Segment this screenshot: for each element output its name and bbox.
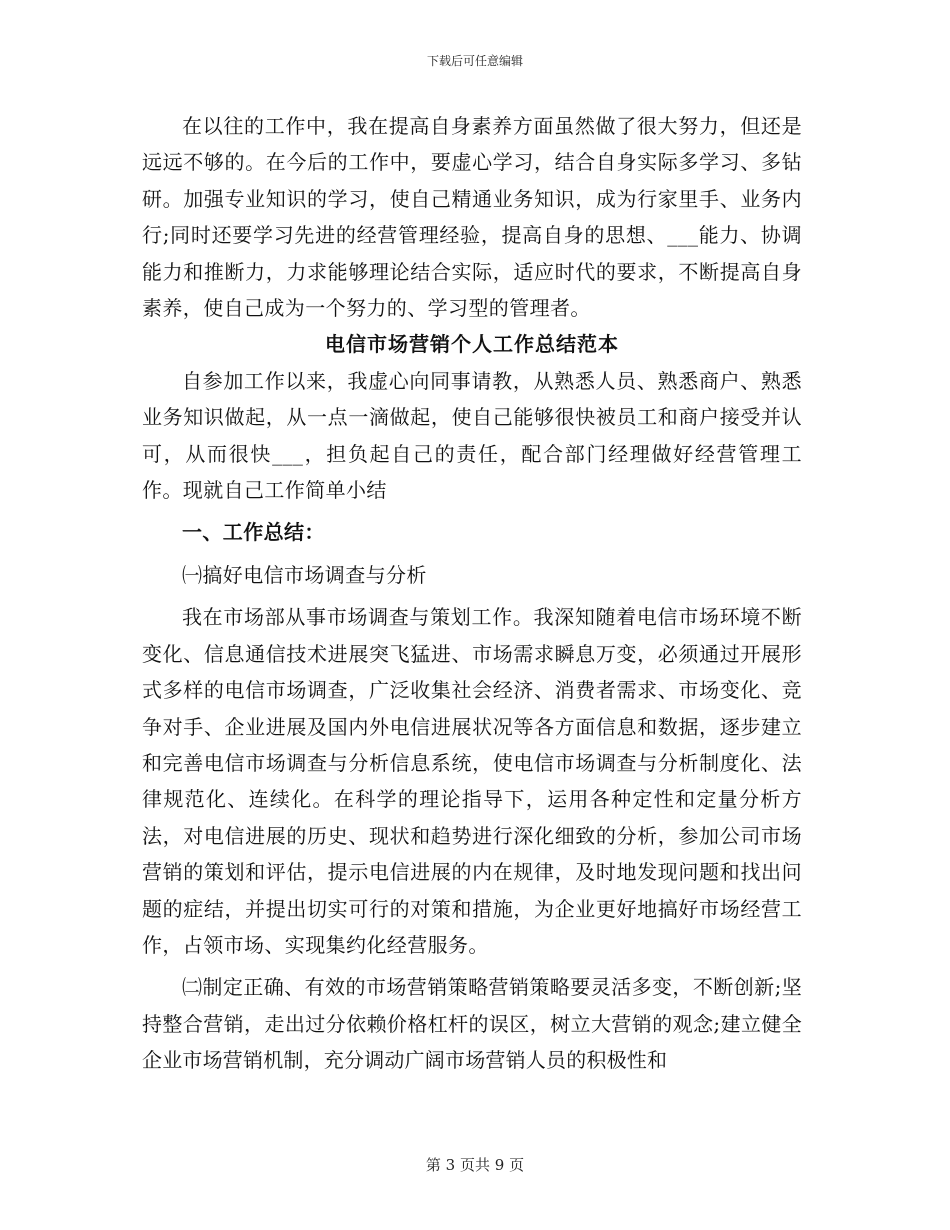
section-heading-work-summary: 一、工作总结： [182, 520, 325, 545]
paragraph-introduction: 自参加工作以来，我虚心向同事请教，从熟悉人员、熟悉商户、熟悉业务知识做起，从一点一滴做起，使自己能够很快被员工和商户接受并认可，从而很快___，担负起自己的责任，配合部门经理做好经营管理工作。现就自己工作简单小结 [142, 368, 802, 503]
document-body [142, 108, 802, 1079]
paragraph-marketing-strategy: ㈡制定正确、有效的市场营销策略营销策略要灵活多变，不断创新;坚持整合营销，走出过分依赖价格杠杆的误区，树立大营销的观念;建立健全企业市场营销机制，充分调动广阔市场营销人员的积极性和 [142, 975, 802, 1073]
subsection-market-research: ㈠搞好电信市场调查与分析 [182, 562, 427, 587]
page-header-note: 下载后可任意编辑 [426, 54, 523, 68]
paragraph-self-improvement: 在以往的工作中，我在提高自身素养方面虽然做了很大努力，但还是远远不够的。在今后的工作中，要虚心学习，结合自身实际多学习、多钻研。加强专业知识的学习，使自己精通业务知识，成为行家里手、业务内行;同时还要学习先进的经营管理经验，提高自身的思想、___能力、协调能力和推断力，力求能够理论结合实际，适应时代的要求，不断提高自身素养，使自己成为一个努力的、学习型的管理者。 [142, 114, 802, 321]
paragraph-market-research: 我在市场部从事市场调查与策划工作。我深知随着电信市场环境不断变化、信息通信技术进展突飞猛进、市场需求瞬息万变，必须通过开展形式多样的电信市场调查，广泛收集社会经济、消费者需求、市场变化、竞争对手、企业进展及国内外电信进展状况等各方面信息和数据，逐步建立和完善电信市场调查与分析信息系统，使电信市场调查与分析制度化、法律规范化、连续化。在科学的理论指导下，运用各种定性和定量分析方法，对电信进展的历史、现状和趋势进行深化细致的分析，参加公司市场营销的策划和评估，提示电信进展的内在规律，及时地发现问题和找出问题的症结，并提出切实可行的对策和措施，为企业更好地搞好市场经营工作，占领市场、实现集约化经营服务。 [142, 605, 802, 957]
document-title: 电信市场营销个人工作总结范本 [325, 332, 619, 357]
page-number-footer: 第 3 页共 9 页 [425, 1156, 525, 1174]
